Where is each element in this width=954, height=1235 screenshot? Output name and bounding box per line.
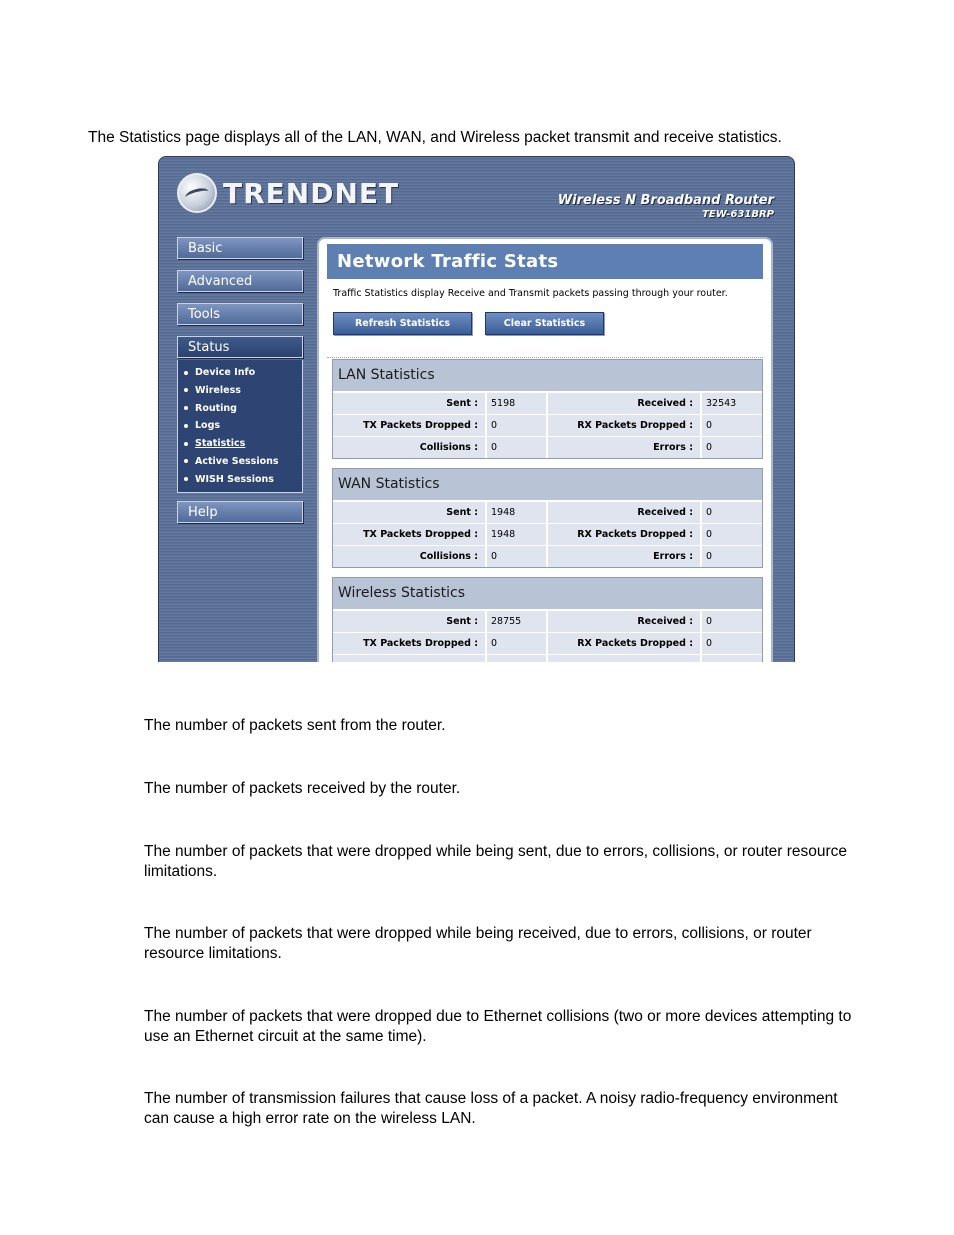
bullet-icon bbox=[184, 442, 188, 446]
row-label: Errors : bbox=[548, 437, 702, 458]
refresh-statistics-button[interactable]: Refresh Statistics bbox=[333, 312, 472, 335]
wan-statistics-table bbox=[332, 468, 763, 568]
table-row bbox=[333, 414, 762, 436]
submenu-logs[interactable]: Logs bbox=[184, 417, 302, 435]
row-label: Sent : bbox=[333, 502, 487, 523]
logo-globe-icon bbox=[177, 173, 217, 213]
row-label: RX Packets Dropped : bbox=[548, 524, 702, 545]
lan-statistics-table bbox=[332, 359, 763, 459]
bullet-icon bbox=[184, 371, 188, 375]
row-value: 0 bbox=[702, 546, 762, 567]
table-row bbox=[333, 436, 762, 458]
definition-tx-dropped: The number of packets that were dropped while being sent, due to errors, collisions, or router resource limitations. bbox=[144, 843, 848, 880]
submenu-device-info[interactable]: Device Info bbox=[184, 364, 302, 382]
row-label: Collisions : bbox=[333, 546, 487, 567]
row-value: 0 bbox=[702, 415, 762, 436]
page-title: Network Traffic Stats bbox=[327, 244, 763, 279]
bullet-icon bbox=[184, 406, 188, 410]
row-label bbox=[548, 655, 702, 662]
row-value: 0 bbox=[702, 633, 762, 654]
definition-collisions: The number of packets that were dropped due to Ethernet collisions (two or more devices attempting to use an Ethernet circuit at the same time). bbox=[144, 1008, 852, 1045]
row-value bbox=[702, 655, 762, 662]
row-label bbox=[333, 655, 487, 662]
row-label: Errors : bbox=[548, 546, 702, 567]
row-value bbox=[487, 655, 548, 662]
side-nav bbox=[177, 237, 303, 534]
row-value: 0 bbox=[487, 437, 548, 458]
table-row bbox=[333, 501, 762, 523]
wireless-statistics-title: Wireless Statistics bbox=[333, 578, 762, 610]
row-value: 32543 bbox=[702, 393, 762, 414]
row-value: 0 bbox=[487, 633, 548, 654]
row-label: TX Packets Dropped : bbox=[333, 524, 487, 545]
nav-advanced[interactable]: Advanced bbox=[177, 270, 303, 292]
brand-name: TRENDNET bbox=[223, 176, 400, 210]
nav-tools[interactable]: Tools bbox=[177, 303, 303, 325]
trendnet-logo bbox=[177, 173, 399, 213]
definition-sent: The number of packets sent from the router. bbox=[144, 717, 446, 734]
row-label: RX Packets Dropped : bbox=[548, 415, 702, 436]
row-label: Sent : bbox=[333, 611, 487, 632]
row-label: RX Packets Dropped : bbox=[548, 633, 702, 654]
submenu-wish-sessions[interactable]: WISH Sessions bbox=[184, 471, 302, 489]
submenu-statistics[interactable]: Statistics bbox=[184, 435, 302, 453]
submenu-active-sessions[interactable]: Active Sessions bbox=[184, 453, 302, 471]
row-value: 1948 bbox=[487, 524, 548, 545]
table-row bbox=[333, 610, 762, 632]
row-label: TX Packets Dropped : bbox=[333, 415, 487, 436]
page-description: Traffic Statistics display Receive and Transmit packets passing through your router. bbox=[333, 288, 728, 299]
row-label: Received : bbox=[548, 393, 702, 414]
divider bbox=[327, 357, 763, 358]
definition-rx-dropped: The number of packets that were dropped while being received, due to errors, collisions, or router resource limitations. bbox=[144, 925, 812, 962]
row-label: Received : bbox=[548, 502, 702, 523]
row-label: Collisions : bbox=[333, 437, 487, 458]
row-label: TX Packets Dropped : bbox=[333, 633, 487, 654]
row-value: 1948 bbox=[487, 502, 548, 523]
row-value: 0 bbox=[702, 437, 762, 458]
nav-basic[interactable]: Basic bbox=[177, 237, 303, 259]
model-number: TEW-631BRP bbox=[702, 209, 774, 220]
product-label bbox=[558, 193, 774, 220]
bullet-icon bbox=[184, 477, 188, 481]
table-row bbox=[333, 545, 762, 567]
definition-errors: The number of transmission failures that cause loss of a packet. A noisy radio-frequency environment can cause a high error rate on the wireless LAN. bbox=[144, 1090, 838, 1127]
bullet-icon bbox=[184, 459, 188, 463]
nav-help[interactable]: Help bbox=[177, 501, 303, 523]
content-panel bbox=[317, 237, 773, 662]
product-name: Wireless N Broadband Router bbox=[557, 193, 774, 208]
definition-received: The number of packets received by the router. bbox=[144, 780, 461, 797]
action-buttons bbox=[333, 312, 771, 335]
row-value: 0 bbox=[702, 524, 762, 545]
submenu-routing[interactable]: Routing bbox=[184, 400, 302, 418]
wan-statistics-title: WAN Statistics bbox=[333, 469, 762, 501]
table-row bbox=[333, 523, 762, 545]
status-submenu bbox=[177, 360, 303, 493]
nav-status[interactable]: Status bbox=[177, 336, 303, 358]
table-row bbox=[333, 632, 762, 654]
row-value: 0 bbox=[702, 611, 762, 632]
table-row bbox=[333, 392, 762, 414]
row-value: 5198 bbox=[487, 393, 548, 414]
row-value: 0 bbox=[487, 415, 548, 436]
wireless-statistics-table bbox=[332, 577, 763, 662]
row-value: 0 bbox=[702, 502, 762, 523]
submenu-wireless[interactable]: Wireless bbox=[184, 382, 302, 400]
row-value: 28755 bbox=[487, 611, 548, 632]
table-row-cut-off bbox=[333, 654, 762, 662]
clear-statistics-button[interactable]: Clear Statistics bbox=[485, 312, 604, 335]
row-value: 0 bbox=[487, 546, 548, 567]
lan-statistics-title: LAN Statistics bbox=[333, 360, 762, 392]
intro-text: The Statistics page displays all of the LAN, WAN, and Wireless packet transmit and receive statistics. bbox=[88, 129, 782, 146]
bullet-icon bbox=[184, 424, 188, 428]
router-screenshot bbox=[158, 156, 795, 662]
row-label: Sent : bbox=[333, 393, 487, 414]
row-label: Received : bbox=[548, 611, 702, 632]
bullet-icon bbox=[184, 388, 188, 392]
